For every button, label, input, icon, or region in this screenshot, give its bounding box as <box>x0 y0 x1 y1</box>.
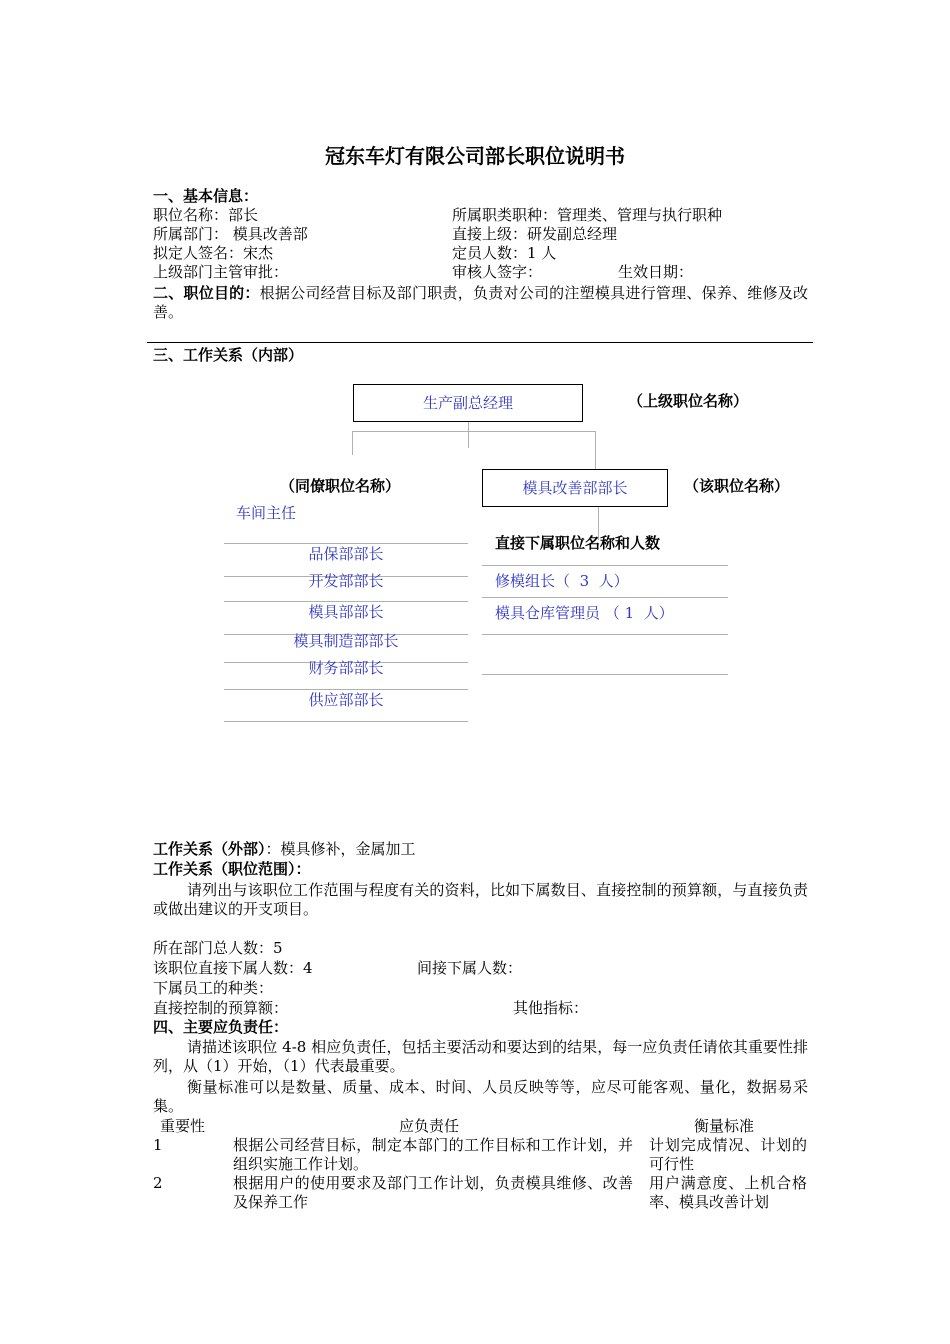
budget: 直接控制的预算额： <box>153 999 289 1017</box>
internal-relations-heading: 三、工作关系（内部） <box>153 346 304 364</box>
peer-position: 供应部部长 <box>308 691 384 709</box>
self-position-box: 模具改善部部长 <box>482 469 668 507</box>
purpose-paragraph <box>153 284 808 322</box>
direct-reports: 该职位直接下属人数：4 <box>153 959 313 977</box>
peer-note: （同僚职位名称） <box>280 477 401 495</box>
external-relations-text: ：模具修补，金属加工 <box>265 840 416 858</box>
row-measure: 计划完成情况、计划的可行性 <box>649 1136 807 1173</box>
department: 所属部门： 模具改善部 <box>153 225 308 243</box>
row-measure: 用户满意度、上机合格率、模具改善计划 <box>649 1174 807 1211</box>
peer-position: 开发部部长 <box>308 572 384 590</box>
column-header-duty: 应负责任 <box>399 1117 460 1135</box>
peer-row-line <box>224 721 468 722</box>
external-relations-label: 工作关系（外部） <box>153 840 266 858</box>
responsibilities-heading: 四、主要应负责任： <box>153 1018 289 1036</box>
subordinate-unit: 人） <box>598 572 629 590</box>
subordinate-count: 3 <box>579 572 590 590</box>
subordinate-row-line <box>482 674 728 675</box>
responsibilities-intro-2: 衡量标准可以是数量、质量、成本、时间、人员反映等等，应尽可能客观、量化，数据易采集。 <box>153 1078 808 1115</box>
peer-row-line <box>224 543 468 544</box>
drafter: 拟定人签名：宋杰 <box>153 244 274 262</box>
peer-position: 品保部部长 <box>308 545 384 563</box>
peer-position: 财务部部长 <box>308 659 384 677</box>
purpose-text: 根据公司经营目标及部门职责，负责对公司的注塑模具进行管理、保养、维修及改善。 <box>153 284 808 321</box>
peer-position: 模具部部长 <box>308 603 384 621</box>
purpose-heading: 二、职位目的： <box>153 284 260 302</box>
subordinate-name: 模具仓库管理员 （ <box>495 604 620 622</box>
subordinate-count: 1 <box>624 604 635 622</box>
position-name: 职位名称：部长 <box>153 206 259 224</box>
org-connector <box>595 431 596 471</box>
staff-types: 下属员工的种类： <box>153 979 274 997</box>
headcount: 定员人数：1 人 <box>452 244 557 262</box>
other-metrics: 其他指标： <box>513 999 589 1017</box>
external-relations <box>153 840 416 859</box>
responsibilities-intro-1: 请描述该职位 4-8 相应负责任，包括主要活动和要达到的结果，每一应负责任请依其重要性排列，从（1）开始，（1）代表最重要。 <box>153 1038 808 1075</box>
dept-total: 所在部门总人数：5 <box>153 939 283 957</box>
superior-note: （上级职位名称） <box>628 392 749 410</box>
org-connector <box>352 431 595 432</box>
subordinates-heading: 直接下属职位名称和人数 <box>495 534 661 552</box>
peer-position: 车间主任 <box>236 504 297 522</box>
indirect-reports: 间接下属人数： <box>417 959 523 977</box>
scope-intro: 请列出与该职位工作范围与程度有关的资料，比如下属数目、直接控制的预算额，与直接负责或做出建议的开支项目。 <box>153 881 808 918</box>
row-duty: 根据用户的使用要求及部门工作计划，负责模具维修、改善及保养工作 <box>233 1174 633 1211</box>
subordinate-name: 修模组长（ <box>495 572 571 590</box>
row-duty: 根据公司经营目标，制定本部门的工作目标和工作计划，并组织实施工作计划。 <box>233 1136 633 1173</box>
dept-approval: 上级部门主管审批： <box>153 263 289 281</box>
reviewer-signature: 审核人签字： <box>452 263 543 281</box>
subordinate-item <box>495 572 629 591</box>
peer-row-line <box>224 689 468 690</box>
peer-row-line <box>224 601 468 602</box>
job-family: 所属职类职种：管理类、管理与执行职种 <box>452 206 723 224</box>
subordinate-row-line <box>482 597 728 598</box>
column-header-measure: 衡量标准 <box>694 1117 755 1135</box>
document-title: 冠东车灯有限公司部长职位说明书 <box>325 144 625 168</box>
peer-position: 模具制造部部长 <box>293 632 399 650</box>
org-connector <box>468 421 469 448</box>
superior-position-box: 生产副总经理 <box>353 384 583 422</box>
direct-superior: 直接上级：研发副总经理 <box>452 225 618 243</box>
row-rank: 1 <box>153 1136 163 1154</box>
subordinate-row-line <box>482 565 728 566</box>
basic-info-heading: 一、基本信息： <box>153 187 259 205</box>
effective-date: 生效日期： <box>618 263 694 281</box>
row-rank: 2 <box>153 1174 163 1192</box>
subordinate-unit: 人） <box>643 604 674 622</box>
scope-heading: 工作关系（职位范围）： <box>153 860 311 878</box>
section-divider <box>147 342 813 343</box>
self-note: （该职位名称） <box>684 477 790 495</box>
org-connector <box>352 431 353 455</box>
column-header-importance: 重要性 <box>160 1117 206 1135</box>
subordinate-row-line <box>482 634 728 635</box>
subordinate-item <box>495 604 674 623</box>
